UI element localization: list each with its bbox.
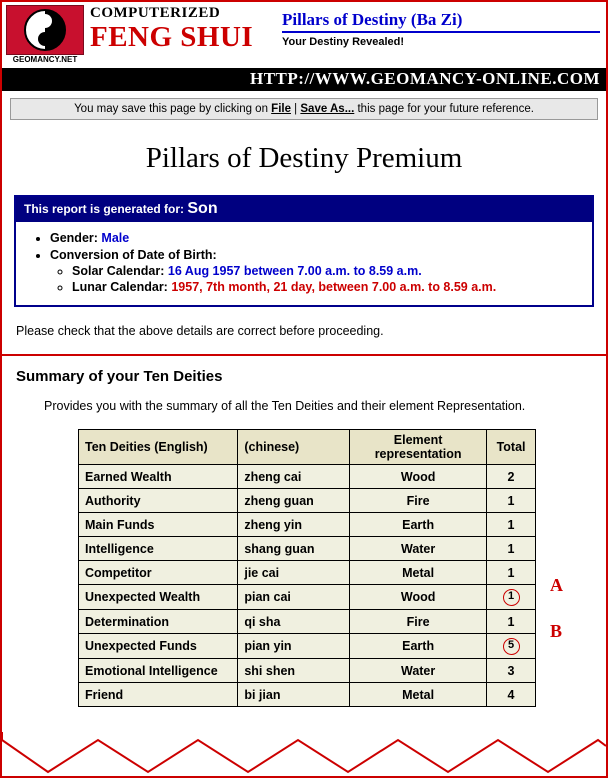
table-row (79, 659, 536, 683)
deity-english: Competitor (79, 561, 238, 585)
save-notice-separator: | (290, 103, 301, 115)
deity-element: Earth (350, 513, 487, 537)
deity-total: 1 (487, 561, 536, 585)
deity-element: Fire (350, 489, 487, 513)
circled-total: 5 (503, 638, 520, 655)
report-header (16, 197, 592, 222)
deity-element: Wood (350, 585, 487, 610)
table-header-row (79, 430, 536, 465)
deity-english: Unexpected Wealth (79, 585, 238, 610)
column-header-english: Ten Deities (English) (79, 430, 238, 465)
table-row (79, 465, 536, 489)
deity-element: Wood (350, 465, 487, 489)
deity-total: 1 (487, 610, 536, 634)
deity-total: 3 (487, 659, 536, 683)
table-row (79, 585, 536, 610)
table-row (79, 634, 536, 659)
lunar-value: 1957, 7th month, 21 day, between 7.00 a.m. to 8.59 a.m. (171, 280, 497, 294)
column-header-total: Total (487, 430, 536, 465)
deity-total: 4 (487, 683, 536, 707)
table-row (79, 537, 536, 561)
deity-chinese: zheng yin (238, 513, 350, 537)
deity-element: Metal (350, 683, 487, 707)
annotation-marker-a: A (550, 575, 563, 595)
report-header-label: This report is generated for: (24, 202, 185, 216)
deity-english: Intelligence (79, 537, 238, 561)
logo-caption: GEOMANCY.NET (12, 55, 78, 64)
save-notice (10, 98, 598, 120)
detail-lunar (72, 280, 592, 294)
deity-element: Metal (350, 561, 487, 585)
gender-value: Male (101, 231, 130, 245)
deity-english: Emotional Intelligence (79, 659, 238, 683)
deity-total: 1 (487, 537, 536, 561)
solar-label: Solar Calendar: (72, 264, 165, 278)
deity-english: Earned Wealth (79, 465, 238, 489)
column-header-chinese: (chinese) (238, 430, 350, 465)
solar-value: 16 Aug 1957 between 7.00 a.m. to 8.59 a.m. (167, 264, 422, 278)
annotation-marker-b: B (550, 621, 563, 641)
save-notice-saveas: Save As... (300, 103, 355, 115)
deity-english: Friend (79, 683, 238, 707)
check-details-text: Please check that the above details are correct before proceeding. (16, 324, 384, 338)
deity-chinese: pian yin (238, 634, 350, 659)
deity-chinese: bi jian (238, 683, 350, 707)
table-row (79, 610, 536, 634)
gender-label: Gender: (50, 231, 98, 245)
deity-chinese: pian cai (238, 585, 350, 610)
yin-yang-icon (24, 9, 66, 51)
save-notice-part2: this page for your future reference. (354, 103, 534, 115)
deity-element: Water (350, 537, 487, 561)
deity-chinese: shi shen (238, 659, 350, 683)
deity-total: 1 (487, 513, 536, 537)
section-divider (2, 354, 606, 356)
brand-title-line1: COMPUTERIZED (90, 5, 221, 21)
deity-english: Authority (79, 489, 238, 513)
save-notice-file: File (271, 103, 291, 115)
deity-chinese: jie cai (238, 561, 350, 585)
brand-title-line2: FENG SHUI (90, 21, 254, 53)
detail-conversion (50, 248, 592, 294)
detail-solar (72, 264, 592, 278)
table-row (79, 683, 536, 707)
deity-english: Unexpected Funds (79, 634, 238, 659)
logo-square (6, 5, 84, 55)
deity-english: Determination (79, 610, 238, 634)
deity-chinese: zheng guan (238, 489, 350, 513)
summary-heading: Summary of your Ten Deities (16, 368, 223, 385)
ten-deities-table (78, 429, 536, 707)
lunar-label: Lunar Calendar: (72, 280, 168, 294)
deity-total: 1 (487, 489, 536, 513)
deity-total (487, 585, 536, 610)
deity-element: Earth (350, 634, 487, 659)
detail-gender (50, 231, 592, 245)
deity-element: Fire (350, 610, 487, 634)
table-row (79, 513, 536, 537)
report-summary-box (14, 195, 594, 307)
circled-total: 1 (503, 589, 520, 606)
report-details (16, 222, 592, 305)
summary-description: Provides you with the summary of all the Ten Deities and their element Representation. (44, 399, 526, 413)
conversion-label: Conversion of Date of Birth: (50, 248, 217, 262)
table-row (79, 489, 536, 513)
product-subtitle (276, 2, 606, 68)
table-row (79, 561, 536, 585)
deity-chinese: zheng cai (238, 465, 350, 489)
report-subject-name: Son (187, 200, 218, 217)
page-title: Pillars of Destiny Premium (145, 142, 463, 174)
deity-chinese: qi sha (238, 610, 350, 634)
deity-chinese: shang guan (238, 537, 350, 561)
logo (2, 2, 90, 68)
column-header-element: Element representation (350, 430, 487, 465)
deities-table-wrap (2, 429, 606, 707)
deity-element: Water (350, 659, 487, 683)
brand-title (90, 2, 276, 68)
save-notice-part1: You may save this page by clicking on (74, 103, 272, 115)
deity-total: 2 (487, 465, 536, 489)
subtitle-divider (282, 31, 600, 33)
site-url: HTTP://WWW.GEOMANCY-ONLINE.COM (2, 68, 606, 91)
site-banner (2, 2, 606, 68)
product-name: Pillars of Destiny (Ba Zi) (282, 10, 463, 29)
deity-total (487, 634, 536, 659)
torn-edge-decoration (2, 732, 606, 776)
deity-english: Main Funds (79, 513, 238, 537)
product-tagline: Your Destiny Revealed! (282, 36, 405, 48)
